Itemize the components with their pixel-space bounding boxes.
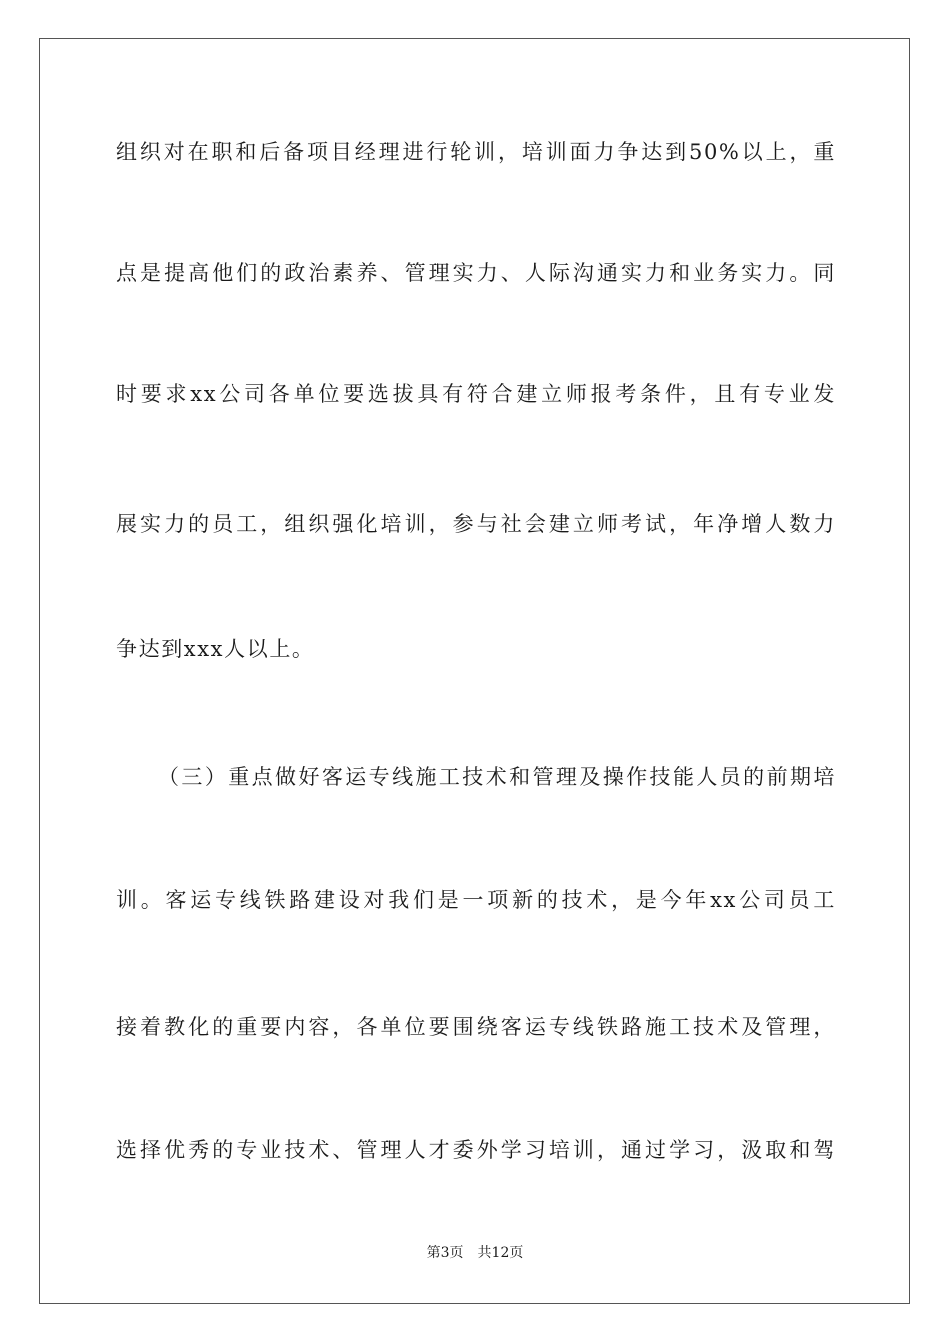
body-line-2: 点是提高他们的政治素养、管理实力、人际沟通实力和业务实力。同 <box>116 261 836 285</box>
page-total: 共12页 <box>477 1245 524 1261</box>
page-footer <box>0 1243 950 1263</box>
body-line-5: 争达到xxx人以上。 <box>116 637 315 661</box>
body-line-6: （三）重点做好客运专线施工技术和管理及操作技能人员的前期培 <box>158 765 836 789</box>
page-border <box>39 38 910 1304</box>
body-line-1: 组织对在职和后备项目经理进行轮训，培训面力争达到50%以上，重 <box>116 140 836 164</box>
body-line-9: 选择优秀的专业技术、管理人才委外学习培训，通过学习，汲取和驾 <box>116 1138 836 1162</box>
body-line-3: 时要求xx公司各单位要选拔具有符合建立师报考条件，且有专业发 <box>116 382 836 406</box>
body-line-7: 训。客运专线铁路建设对我们是一项新的技术，是今年xx公司员工 <box>116 888 836 912</box>
body-line-4: 展实力的员工，组织强化培训，参与社会建立师考试，年净增人数力 <box>116 512 836 536</box>
page-number: 第3页 <box>426 1245 464 1261</box>
body-line-8: 接着教化的重要内容，各单位要围绕客运专线铁路施工技术及管理， <box>116 1015 836 1039</box>
